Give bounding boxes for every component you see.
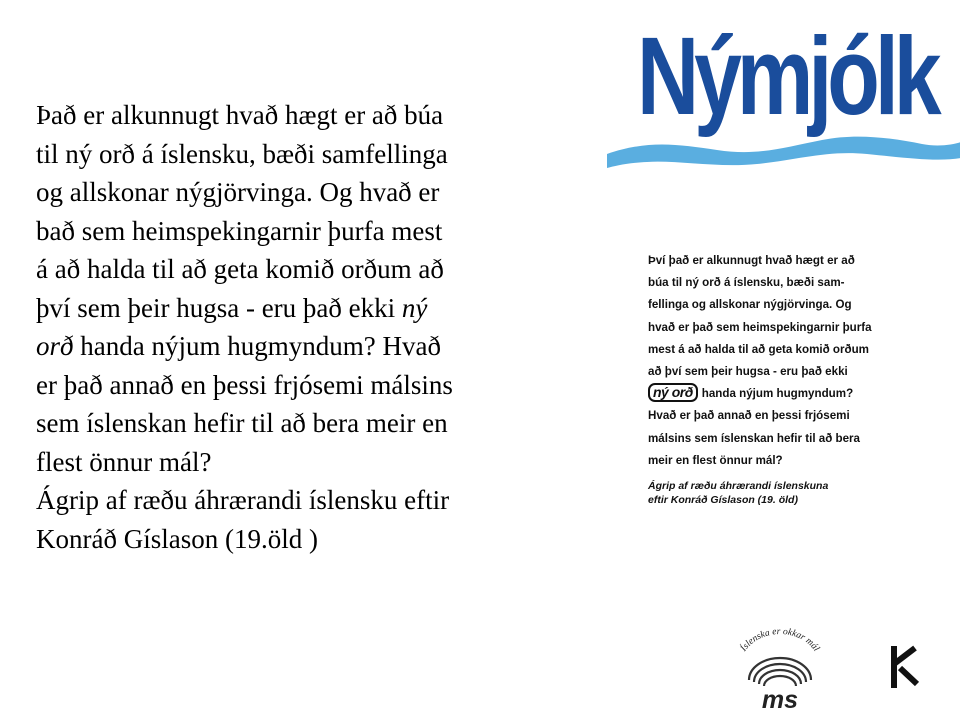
nymjolk-logo — [607, 15, 960, 178]
text-line: flest önnur mál? — [36, 446, 212, 477]
clipping-line: búa til ný orð á íslensku, bæði sam- — [648, 276, 845, 290]
text-segment: handa nýjum hugmyndum? Hvað — [73, 331, 441, 361]
clipping-segment: handa nýjum hugmyndum? — [701, 387, 854, 401]
ny-ord-badge: ný orð — [648, 383, 698, 402]
italic-word: ný — [401, 292, 428, 323]
ms-arc-text: Íslenska er okkar mál — [739, 626, 822, 654]
quote-source: Ágrip af ræðu áhrærandi íslensku eftir — [36, 485, 450, 515]
text-line — [36, 289, 616, 328]
quote-author: Konráð Gíslason (19.öld ) — [36, 523, 318, 554]
text-line: er það annað en þessi frjósemi málsins — [36, 369, 453, 400]
wave-icon — [607, 118, 960, 178]
text-line: til ný orð á íslensku, bæði samfellinga — [36, 138, 448, 169]
clipping-line: fellinga og allskonar nýgjörvinga. Og — [648, 298, 852, 312]
logo-title: Nýmjólk — [637, 15, 937, 139]
clipping-line: Því það er alkunnugt hvað hægt er að — [648, 254, 855, 267]
italic-word: orð — [36, 331, 74, 361]
clipping-line — [648, 383, 918, 405]
clipping-line: mest á að halda til að geta komið orðum — [648, 342, 869, 356]
text-line: á að halda til að geta komið orðum að — [36, 254, 444, 284]
clipping-line: hvað er það sem heimspekingarnir þurfa — [648, 320, 872, 334]
clipping-credit — [648, 479, 918, 507]
ms-logo — [725, 626, 835, 712]
text-segment: því sem þeir hugsa - eru það ekki — [36, 292, 402, 323]
svg-text:Íslenska er okkar mál — [737, 627, 821, 654]
article-text — [36, 96, 616, 558]
credit-line: Ágrip af ræðu áhrærandi íslenskuna — [648, 480, 829, 493]
clipping-line: meir en flest önnur mál? — [648, 453, 783, 467]
ms-letters: ms — [761, 686, 799, 712]
clipping-line: Hvað er það annað en þessi frjósemi — [648, 409, 850, 423]
text-line: bað sem heimspekingarnir þurfa mest — [36, 215, 443, 246]
text-line — [36, 327, 616, 366]
corner-logo-icon — [889, 636, 923, 694]
text-line: sem íslenskan hefir til að bera meir en — [36, 408, 448, 438]
text-line: og allskonar nýgjörvinga. Og hvað er — [36, 177, 440, 207]
credit-line: eftir Konráð Gíslason (19. öld) — [648, 494, 798, 507]
text-line: Það er alkunnugt hvað hægt er að búa — [36, 100, 444, 130]
carton-clipping — [648, 250, 918, 580]
clipping-line: málsins sem íslenskan hefir til að bera — [648, 431, 860, 445]
clipping-line: að því sem þeir hugsa - eru það ekki — [648, 365, 848, 379]
